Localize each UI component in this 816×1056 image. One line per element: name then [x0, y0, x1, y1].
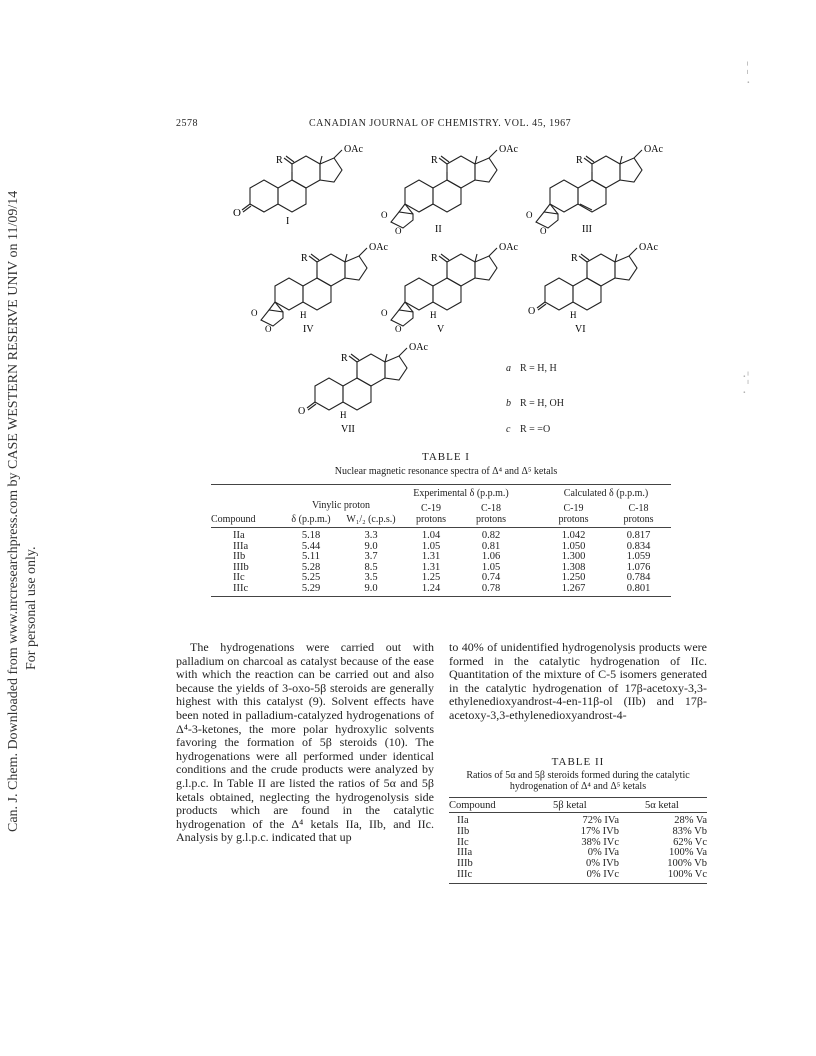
r-label: R: [301, 253, 308, 264]
value-cell: 5.29: [301, 582, 321, 594]
table-row: [211, 583, 671, 594]
table-row: [211, 530, 671, 541]
table-row: [449, 858, 707, 869]
value-cell: 1.06: [481, 551, 501, 562]
header-c18-calc: C-18: [628, 503, 649, 514]
structure-label-VII: VII: [341, 424, 355, 435]
header-protons: protons: [476, 514, 506, 525]
table-row: [211, 562, 671, 573]
header-experimental: Experimental δ (p.p.m.): [413, 488, 509, 499]
table-2-body: [449, 813, 707, 880]
value-cell: 1.308: [561, 561, 586, 573]
value-cell: 83% Vb: [672, 825, 707, 837]
table-1-column-header: [211, 511, 671, 527]
r-label: R: [431, 253, 438, 264]
page-number: 2578: [176, 118, 198, 129]
table-row: [211, 572, 671, 583]
key-letter: a: [506, 363, 511, 374]
download-notice-line-1: Can. J. Chem. Downloaded from www.nrcresearchpress.com by CASE WESTERN RESERVE UNIV on 11/09/14: [6, 190, 21, 832]
value-cell: 5.18: [301, 530, 321, 541]
header-c18: C-18: [481, 503, 501, 514]
value-cell: 0% IVc: [586, 868, 619, 880]
h-label: H: [340, 410, 347, 420]
value-cell: 1.05: [481, 561, 501, 573]
header-5beta: 5β ketal: [553, 800, 587, 811]
key-letter: b: [506, 398, 511, 409]
table-1-group-header: [211, 485, 671, 499]
h-label: H: [430, 310, 437, 320]
table-row: [449, 837, 707, 848]
value-cell: 3.5: [364, 572, 378, 583]
oac-label: OAc: [409, 342, 428, 353]
value-cell: 1.076: [626, 561, 651, 573]
value-cell: 1.04: [421, 530, 441, 541]
oxygen-label: O: [528, 306, 536, 317]
value-cell: 1.300: [561, 551, 586, 562]
value-cell: 0.784: [626, 572, 651, 583]
key-text: R = H, H: [520, 363, 557, 374]
download-notice: [4, 190, 52, 832]
header-delta: δ (p.p.m.): [291, 514, 331, 525]
value-cell: 0.81: [481, 540, 501, 552]
table-2-title: TABLE II: [551, 756, 605, 768]
compound-cell: IIIc: [233, 582, 249, 594]
header-compound: Compound: [449, 800, 496, 811]
r-label: R: [571, 253, 578, 264]
value-cell: 1.267: [561, 582, 586, 594]
oac-label: OAc: [499, 242, 518, 253]
value-cell: 1.059: [626, 551, 651, 562]
oxygen-label: O: [395, 226, 402, 236]
value-cell: 1.050: [561, 540, 586, 552]
compound-cell: IIIb: [233, 561, 249, 573]
value-cell: 3.7: [364, 551, 378, 562]
compound-cell: IIb: [233, 551, 246, 562]
structure-label-III: III: [582, 224, 592, 235]
oxygen-label: O: [381, 210, 388, 220]
table-1-body: [211, 528, 671, 593]
compound-cell: IIIb: [457, 858, 473, 870]
table-1-subheader: [211, 499, 671, 514]
oac-label: OAc: [639, 242, 658, 253]
value-cell: 8.5: [364, 561, 378, 573]
oxygen-label: O: [540, 226, 547, 236]
compound-cell: IIIa: [457, 847, 473, 859]
oxygen-label: O: [395, 324, 402, 334]
value-cell: 5.25: [301, 572, 321, 583]
header-vinylic: Vinylic proton: [311, 500, 370, 511]
value-cell: 1.31: [421, 561, 441, 573]
oxygen-label: O: [298, 406, 306, 417]
r-label: R: [341, 353, 348, 364]
structure-label-I: I: [286, 216, 290, 227]
value-cell: 0.801: [626, 582, 651, 594]
value-cell: 0.834: [626, 540, 651, 552]
value-cell: 1.250: [561, 572, 586, 583]
table-1-caption: Nuclear magnetic resonance spectra of Δ⁴ and Δ⁵ ketals: [334, 466, 558, 477]
value-cell: 1.31: [421, 551, 441, 562]
body-paragraph-right: to 40% of unidentified hydrogenolysis products were formed in the catalytic hydrogenation of IIc. Quantitation of the mixture of C-5 isomers generated in the catalytic hydrogenation of 17β-acetoxy-3,3-ethylenedioxyandrost-4-en-11β-ol (IIb) and 17β-acetoxy-3,3-ethylenedioxyandrost-4-: [449, 640, 707, 722]
value-cell: 38% IVc: [581, 836, 619, 848]
oac-label: OAc: [644, 144, 663, 155]
r-label: R: [276, 155, 283, 166]
compound-cell: IIIc: [457, 868, 473, 880]
oxygen-label: O: [526, 210, 533, 220]
value-cell: 100% Va: [668, 847, 707, 859]
oac-label: OAc: [344, 144, 363, 155]
header-protons: protons: [558, 514, 589, 525]
value-cell: 5.11: [302, 551, 320, 562]
value-cell: 17% IVb: [580, 825, 619, 837]
value-cell: 1.25: [421, 572, 441, 583]
header-protons: protons: [623, 514, 654, 525]
oxygen-label: O: [381, 308, 388, 318]
header-c19: C-19: [421, 503, 441, 514]
header-width: W₁/₂ (c.p.s.): [346, 514, 396, 525]
key-letter: c: [506, 424, 511, 435]
oac-label: OAc: [369, 242, 388, 253]
table-2: [449, 797, 707, 884]
compound-cell: IIa: [233, 530, 245, 541]
h-label: H: [570, 310, 577, 320]
table-row: [211, 551, 671, 562]
structure-label-V: V: [437, 324, 445, 335]
header-c19-calc: C-19: [563, 503, 584, 514]
value-cell: 0.74: [481, 572, 501, 583]
value-cell: 62% Vc: [673, 836, 707, 848]
r-label: R: [576, 155, 583, 166]
header-compound: Compound: [211, 514, 256, 525]
table-1-title: TABLE I: [422, 451, 470, 463]
oac-label: OAc: [499, 144, 518, 155]
table-2-caption: Ratios of 5α and 5β steroids formed during the catalytic hydrogenation of Δ⁴ and Δ⁵ ketals: [466, 770, 690, 792]
oxygen-label: O: [265, 324, 272, 334]
compound-cell: IIIa: [233, 540, 249, 552]
header-calculated: Calculated δ (p.p.m.): [563, 488, 649, 499]
value-cell: 3.3: [364, 530, 378, 541]
oxygen-label: O: [233, 207, 241, 219]
value-cell: 5.44: [301, 540, 321, 552]
h-label: H: [300, 310, 307, 320]
value-cell: 5.28: [301, 561, 321, 573]
download-notice-line-2: For personal use only.: [24, 546, 39, 670]
value-cell: 1.24: [421, 582, 441, 594]
value-cell: 0.817: [626, 530, 651, 541]
table-1: [211, 484, 671, 597]
value-cell: 0% IVb: [586, 858, 619, 870]
r-label: R: [431, 155, 438, 166]
structure-label-IV: IV: [303, 324, 314, 335]
table-row: [449, 847, 707, 858]
key-text: R = H, OH: [520, 398, 564, 409]
table-row: [449, 869, 707, 880]
body-paragraph-left: The hydrogenations were carried out with palladium on charcoal as catalyst because of the ease with which the reaction can be carried out and also because the yields of 3-oxo-5β steroids are generally highest with this catalyst (9). Solvent effects have been noted in palladium-catalyzed hydrogenations of Δ⁴-3-ketones, the more polar hydroxylic solvents favoring the formation of 5β steroids (10). The hydrogenations were all performed under identical conditions and the crude products were analyzed by g.l.p.c. In Table II are listed the ratios of 5α and 5β ketals obtained, neglecting the hydrogenolysis side products which are found in the catalytic hydrogenation of the Δ⁴ ketals IIa, IIb, and IIc. Analysis by g.l.p.c. indicated that up: [176, 640, 434, 845]
value-cell: 72% IVa: [582, 815, 619, 826]
value-cell: 100% Vc: [667, 868, 707, 880]
value-cell: 0% IVa: [587, 847, 619, 859]
table-row: [449, 815, 707, 826]
value-cell: 1.05: [421, 540, 441, 552]
journal-title: CANADIAN JOURNAL OF CHEMISTRY. VOL. 45, 1967: [309, 118, 572, 129]
table-rule: [449, 883, 707, 884]
value-cell: 0.78: [481, 582, 501, 594]
header-protons: protons: [416, 514, 446, 525]
table-row: [211, 541, 671, 552]
value-cell: 9.0: [364, 540, 378, 552]
key-text: R = =O: [520, 424, 551, 435]
value-cell: 100% Vb: [667, 858, 707, 870]
table-rule: [211, 596, 671, 597]
value-cell: 0.82: [481, 530, 501, 541]
compound-cell: IIc: [233, 572, 245, 583]
compound-cell: IIc: [457, 836, 469, 848]
structure-label-II: II: [435, 224, 442, 235]
steroid-structures: [200, 138, 680, 438]
oxygen-label: O: [251, 308, 258, 318]
header-5alpha: 5α ketal: [645, 800, 679, 811]
table-2-header: [449, 798, 707, 812]
value-cell: 9.0: [364, 582, 378, 594]
structure-label-VI: VI: [575, 324, 586, 335]
table-row: [449, 826, 707, 837]
value-cell: 28% Va: [674, 815, 707, 826]
compound-cell: IIa: [457, 815, 469, 826]
compound-cell: IIb: [457, 825, 470, 837]
value-cell: 1.042: [561, 530, 586, 541]
